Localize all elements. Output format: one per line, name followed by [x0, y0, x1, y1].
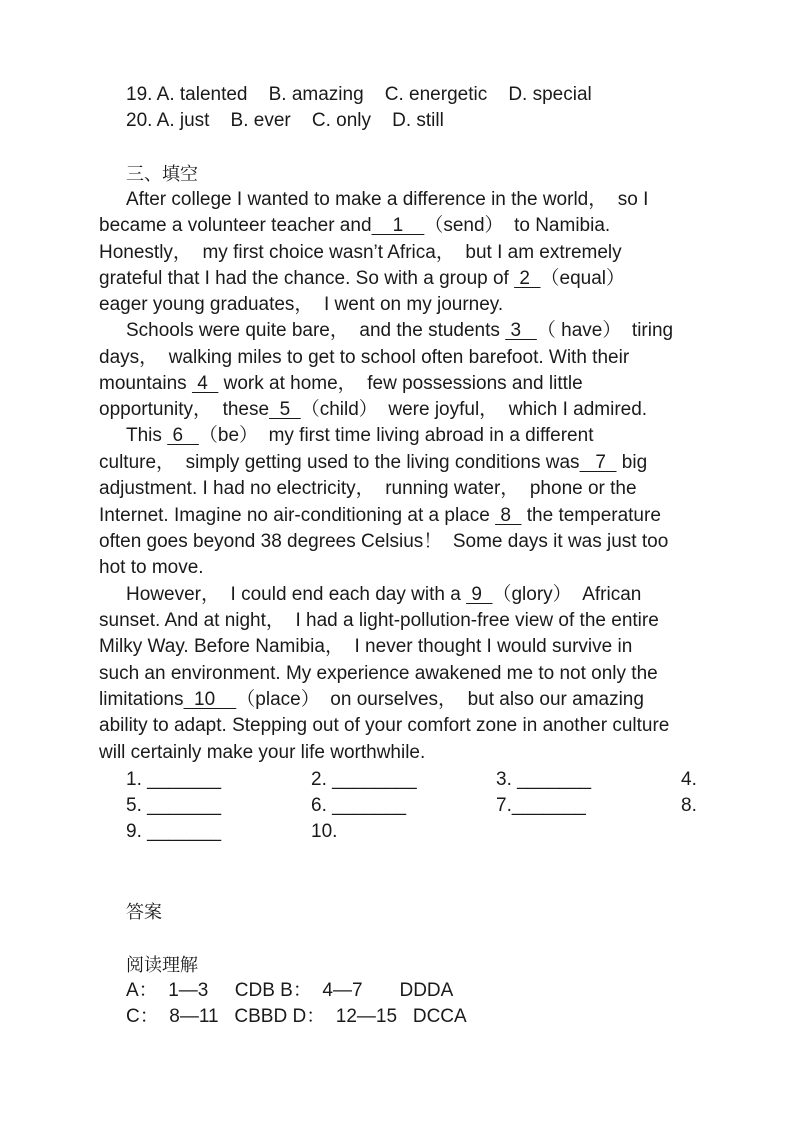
blank-1: 1 — [371, 215, 425, 236]
passage-line-3: Honestly， my first choice wasn’t Africa， but I am extremely — [99, 242, 622, 263]
blank-6: 6 — [167, 425, 199, 446]
passage-line-13: Internet. Imagine no air-conditioning at a place 8 the temperature — [99, 505, 661, 526]
passage-line-10: This 6 （be） my first time living abroad in a different — [126, 425, 594, 446]
passage-line-18: Milky Way. Before Namibia， I never thought I would survive in — [99, 636, 633, 657]
answer-blank-8: 8. — [681, 795, 697, 816]
answer-blank-4: 4. — [681, 769, 697, 790]
answer-blank-10: 10. — [311, 821, 338, 842]
blank-7: 7 — [579, 452, 617, 473]
answer-blank-6: 6. _______ — [311, 795, 407, 816]
answer-line-c-d: C： 8—11 CBBD D： 12—15 DCCA — [126, 1006, 467, 1027]
option-line-19: 19. A. talented B. amazing C. energetic D. special — [126, 84, 592, 105]
answer-line-a-b: A： 1—3 CDB B： 4—7 DDDA — [126, 980, 454, 1001]
passage-line-9: opportunity， these 5 （child） were joyful， which I admired. — [99, 399, 648, 420]
blank-4: 4 — [191, 373, 219, 394]
passage-line-17: sunset. And at night， I had a light-pollution-free view of the entire — [99, 610, 659, 631]
answer-blank-2: 2. ________ — [311, 769, 417, 790]
blank-9: 9 — [466, 584, 493, 605]
passage-line-19: such an environment. My experience awakened me to not only the — [99, 663, 658, 684]
passage-line-20: limitations 10 （place） on ourselves， but also our amazing — [99, 689, 644, 710]
passage-line-16: However， I could end each day with a 9 （glory） African — [126, 584, 642, 605]
answer-blank-5: 5. _______ — [126, 795, 222, 816]
passage-line-11: culture， simply getting used to the living conditions was 7 big — [99, 452, 648, 473]
answer-blank-3: 3. _______ — [496, 769, 592, 790]
blank-2: 2 — [514, 268, 541, 289]
answer-blank-7: 7._______ — [496, 795, 586, 816]
passage-line-4: grateful that I had the chance. So with a group of 2 （equal） — [99, 268, 626, 289]
passage-line-2: became a volunteer teacher and 1 （send） to Namibia. — [99, 215, 611, 236]
passage-line-7: days， walking miles to get to school often barefoot. With their — [99, 347, 630, 368]
section-heading: 三、填空 — [126, 164, 198, 185]
passage-line-21: ability to adapt. Stepping out of your comfort zone in another culture — [99, 715, 670, 736]
answers-heading: 答案 — [126, 902, 162, 923]
blank-8: 8 — [495, 505, 522, 526]
passage-line-1: After college I wanted to make a difference in the world， so I — [126, 189, 649, 210]
reading-comprehension-heading: 阅读理解 — [126, 955, 198, 976]
passage-line-15: hot to move. — [99, 557, 204, 578]
passage-line-22: will certainly make your life worthwhile. — [99, 742, 426, 763]
passage-line-8: mountains 4 work at home， few possessions and little — [99, 373, 583, 394]
blank-5: 5 — [269, 399, 301, 420]
blank-3: 3 — [505, 320, 537, 341]
blank-10: 10 — [183, 689, 237, 710]
answer-blank-9: 9. _______ — [126, 821, 222, 842]
passage-line-6: Schools were quite bare， and the students 3 （ have） tiring — [126, 320, 674, 341]
passage-line-14: often goes beyond 38 degrees Celsius！ Some days it was just too — [99, 531, 669, 552]
passage-line-12: adjustment. I had no electricity， running water， phone or the — [99, 478, 637, 499]
option-line-20: 20. A. just B. ever C. only D. still — [126, 110, 444, 131]
answer-blank-1: 1. _______ — [126, 769, 222, 790]
passage-line-5: eager young graduates， I went on my journey. — [99, 294, 504, 315]
